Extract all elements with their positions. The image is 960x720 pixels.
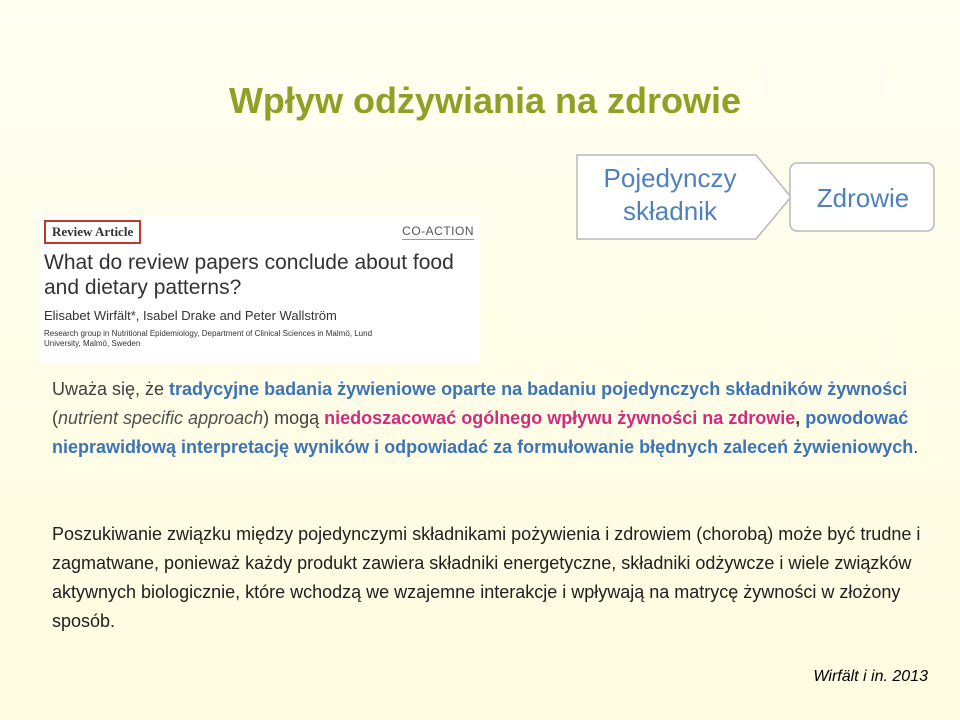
paragraph-summary [52, 375, 932, 462]
p1-s5: ) mogą [263, 408, 325, 428]
single-nutrient-line1: Pojedynczy [603, 163, 737, 193]
article-headline: What do review papers conclude about food and dietary patterns? [44, 251, 454, 299]
single-nutrient-line2: składnik [623, 196, 717, 226]
p1-s7: , [795, 408, 806, 428]
p1-s1: Uważa się, że [52, 379, 170, 399]
publisher-logo-text: CO-ACTION [402, 224, 474, 238]
article-thumbnail [40, 216, 480, 364]
slide-title: Wpływ odżywiania na zdrowie [228, 80, 742, 121]
review-article-badge: Review Article [44, 220, 141, 244]
article-authors: Elisabet Wirfält*, Isabel Drake and Peter Wallström [44, 308, 337, 323]
article-affiliation: Research group in Nutritional Epidemiology, Department of Clinical Sciences in Malmö, Lund University, Malmö, Sweden [44, 329, 373, 348]
publisher-logo [402, 224, 474, 240]
p1-s3: ( [52, 408, 58, 428]
p1-s9: . [913, 437, 919, 457]
single-nutrient-label [580, 162, 760, 228]
paragraph-complexity: Poszukiwanie związku między pojedynczymi składnikami pożywienia i zdrowiem (chorobą) może być trudne i zagmatwane, ponieważ każdy produkt zawiera składniki energetyczne, składniki odżywcze i wiele związków aktywnych biologicznie, które wchodzą we wzajemne interakcje i wpływają na matrycę żywności w złożony sposób. [52, 524, 921, 631]
p1-nutrient-approach: nutrient specific approach [58, 408, 264, 428]
logo-underline [402, 239, 474, 240]
nutrient-health-diagram [576, 154, 936, 240]
citation: Wirfält i in. 2013 [813, 668, 928, 685]
p1-traditional-studies: tradycyjne badania żywieniowe oparte na badaniu pojedynczych składników żywności [169, 379, 908, 399]
health-label: Zdrowie [816, 183, 910, 213]
p1-underestimate: niedoszacować ogólnego wpływu żywności na zdrowie [324, 408, 796, 428]
p1-misinterpretation: powodować nieprawidłową interpretację wyników i odpowiadać za formułowanie błędnych zaleceń żywieniowych [52, 408, 914, 457]
